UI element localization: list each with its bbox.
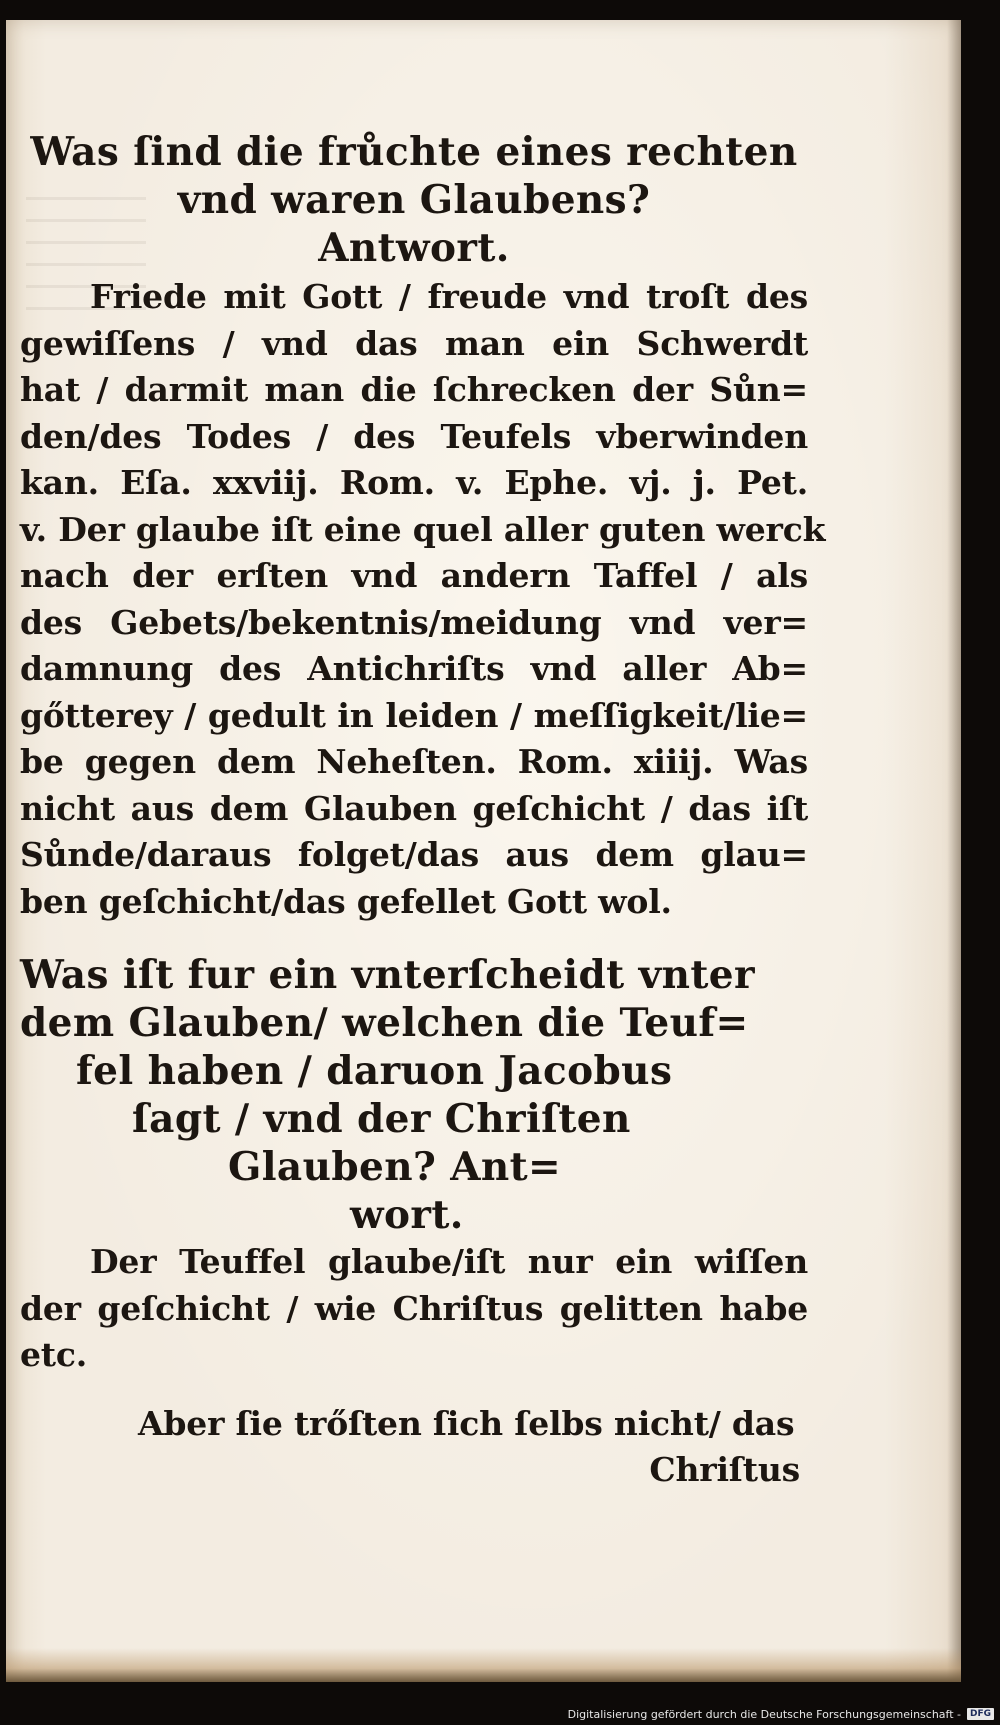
answer-paragraph-1 — [20, 274, 826, 925]
question-heading-1 — [20, 128, 808, 272]
text-line: be gegen dem Neheſten. Rom. xiiij. Was — [20, 742, 808, 781]
heading-line: Glauben? Ant= — [228, 1144, 562, 1190]
page-edge-shadow — [947, 20, 961, 1682]
heading-line: dem Glauben/ welchen die Teuf= — [20, 1000, 749, 1046]
text-line: v. Der glaube iſt eine quel aller guten werck — [20, 509, 826, 549]
heading-line: fel haben / daruon Jacobus — [76, 1048, 673, 1094]
text-line: Sůnde/daraus folget/das aus dem glau= — [20, 835, 808, 874]
catchword: Chriſtus — [649, 1450, 800, 1489]
text-line: damnung des Antichriſts vnd aller Ab= — [20, 649, 808, 688]
page-text — [20, 128, 826, 1494]
heading-line: Was iſt fur ein vnterſcheidt vnter — [20, 952, 755, 998]
text-line: nicht aus dem Glauben geſchicht / das iſt — [20, 788, 808, 828]
text-line: nach der erſten vnd andern Taffel / als — [20, 556, 808, 595]
heading-line: Was ſind die frůchte eines rechten — [30, 129, 798, 175]
credit-text: Digitalisierung gefördert durch die Deutsche Forschungsgemeinschaft - — [567, 1707, 961, 1721]
text-line: kan. Eſa. xxviij. Rom. v. Ephe. vj. j. Pet. — [20, 463, 808, 502]
heading-line: Antwort. — [318, 225, 510, 271]
text-line: den/des Todes / des Teufels vberwinden — [20, 416, 808, 456]
answer-paragraph-3 — [20, 1401, 808, 1494]
page-bottom-edge — [6, 1648, 961, 1682]
answer-paragraph-2 — [20, 1239, 808, 1379]
text-line: etc. — [20, 1335, 88, 1374]
text-line: hat / darmit man die ſchrecken der Sůn= — [20, 370, 808, 409]
book-page — [6, 20, 961, 1682]
text-line: des Gebets/bekentnis/meidung vnd ver= — [20, 602, 808, 642]
text-line: der geſchicht / wie Chriſtus gelitten habe — [20, 1288, 808, 1328]
digitization-credit — [568, 1707, 994, 1721]
text-line: Der Teuffel glaube/iſt nur ein wiſſen — [90, 1242, 808, 1281]
text-line: Aber ſie trőſten ſich ſelbs nicht/ das — [138, 1403, 795, 1443]
heading-line: wort. — [350, 1192, 464, 1238]
text-line: gewiſſens / vnd das man ein Schwerdt — [20, 323, 808, 363]
question-heading-2 — [20, 951, 808, 1239]
heading-line: ſagt / vnd der Chriſten — [132, 1096, 631, 1142]
dfg-logo-icon: DFG — [967, 1708, 994, 1720]
text-line: gőtterey / gedult in leiden / meſſigkeit/lie= — [20, 695, 808, 735]
text-line: ben geſchicht/das gefellet Gott wol. — [20, 881, 672, 921]
text-line: Friede mit Gott / freude vnd troſt des — [90, 277, 808, 316]
heading-line: vnd waren Glaubens? — [177, 177, 651, 223]
